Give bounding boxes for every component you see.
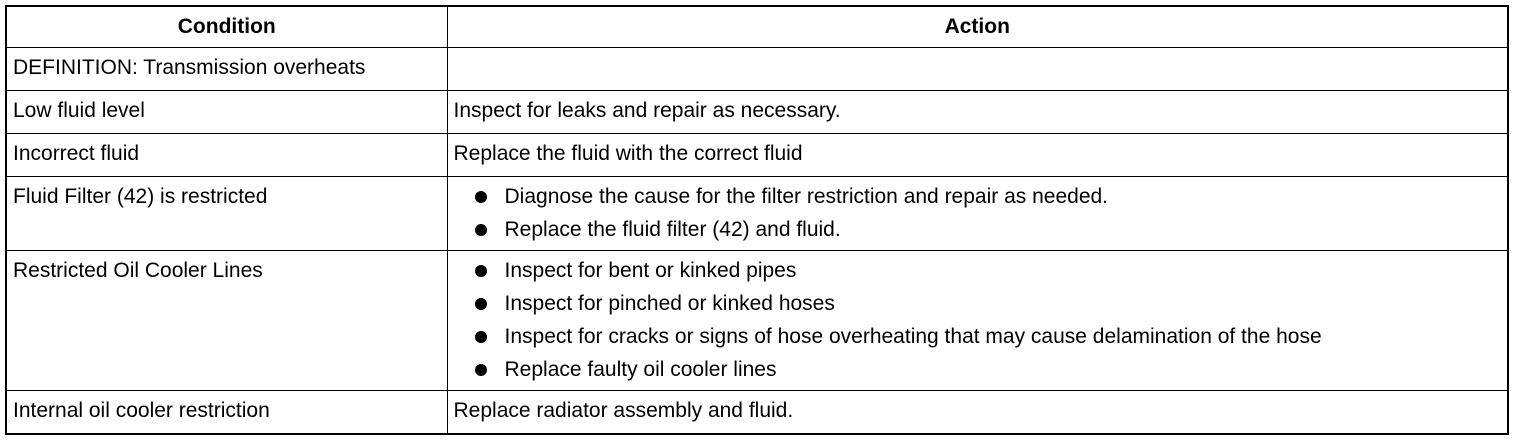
bullet-icon <box>475 364 487 376</box>
action-bullet-text: Replace faulty oil cooler lines <box>504 358 777 381</box>
action-bullet-item <box>454 185 1502 209</box>
action-bullet-list <box>454 259 1502 382</box>
table-row <box>6 391 1508 435</box>
condition-cell: Restricted Oil Cooler Lines <box>6 251 447 391</box>
action-bullet-text: Replace the fluid filter (42) and fluid. <box>504 218 841 241</box>
action-bullet-item <box>454 358 1502 382</box>
bullet-icon <box>475 191 487 203</box>
action-cell <box>447 48 1508 91</box>
table-row <box>6 48 1508 91</box>
header-row <box>6 6 1508 48</box>
action-bullet-text: Inspect for cracks or signs of hose overheating that may cause delamination of the hose <box>504 325 1322 348</box>
action-bullet-item <box>454 259 1502 283</box>
table-row <box>6 177 1508 251</box>
condition-cell: Incorrect fluid <box>6 134 447 177</box>
action-bullet-item <box>454 218 1502 242</box>
condition-cell: Fluid Filter (42) is restricted <box>6 177 447 251</box>
table-row <box>6 251 1508 391</box>
action-cell <box>447 251 1508 391</box>
header-action: Action <box>447 6 1508 48</box>
condition-cell: Internal oil cooler restriction <box>6 391 447 435</box>
bullet-icon <box>475 331 487 343</box>
bullet-icon <box>475 224 487 236</box>
condition-cell: Low fluid level <box>6 91 447 134</box>
action-bullet-list <box>454 185 1502 242</box>
table-row <box>6 91 1508 134</box>
header-condition: Condition <box>6 6 447 48</box>
condition-cell: DEFINITION: Transmission overheats <box>6 48 447 91</box>
bullet-icon <box>475 265 487 277</box>
action-cell: Replace radiator assembly and fluid. <box>447 391 1508 435</box>
action-bullet-item <box>454 292 1502 316</box>
action-bullet-text: Inspect for bent or kinked pipes <box>504 259 797 282</box>
bullet-icon <box>475 298 487 310</box>
action-bullet-text: Inspect for pinched or kinked hoses <box>504 292 835 315</box>
action-bullet-text: Diagnose the cause for the filter restriction and repair as needed. <box>504 185 1109 208</box>
diagnostic-table <box>5 5 1509 435</box>
action-bullet-item <box>454 325 1502 349</box>
table-row <box>6 134 1508 177</box>
action-cell: Replace the fluid with the correct fluid <box>447 134 1508 177</box>
action-cell <box>447 177 1508 251</box>
action-cell: Inspect for leaks and repair as necessary. <box>447 91 1508 134</box>
